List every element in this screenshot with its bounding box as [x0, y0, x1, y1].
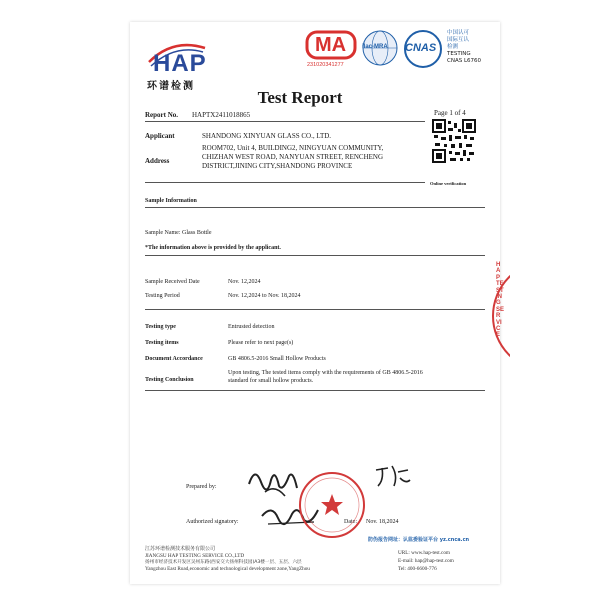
ilac-text: ilac-MRA	[362, 44, 388, 50]
conclusion-line-1: Upon testing, The tested items comply with the requirements of GB 4806.5-2016	[228, 370, 423, 376]
period-value: Nov. 12,2024 to Nov. 18,2024	[228, 293, 301, 299]
footer-company-en: JIANGSU HAP TESTING SERVICE CO.,LTD	[145, 552, 245, 559]
cnas-cn-2: 国际互认	[447, 37, 470, 43]
applicant-label: Applicant	[145, 132, 175, 140]
cnas-mark	[402, 28, 444, 70]
hap-logo	[143, 36, 213, 92]
type-label: Testing type	[145, 324, 176, 330]
items-value: Please refer to next page(s)	[228, 340, 294, 346]
address-rule	[145, 182, 425, 183]
footer-address-en: Yangzhou East Road,economic and technological development zone,YangZhou	[145, 566, 310, 573]
cnas-cn-3: 检测	[447, 44, 459, 50]
edge-stamp	[490, 258, 510, 374]
edge-stamp-text: HAP TESTING SERVICE	[496, 262, 505, 339]
conclusion-rule	[145, 390, 485, 391]
items-label: Testing items	[145, 340, 179, 346]
page-title: Test Report	[257, 88, 343, 107]
cnas-en-2: CNAS L6760	[447, 58, 482, 64]
footer-contacts	[398, 549, 454, 573]
email-label: E-mail:	[398, 558, 414, 564]
checker-signature-icon	[372, 460, 412, 490]
received-value: Nov. 12,2024	[228, 279, 261, 285]
stamp-icon	[297, 470, 367, 540]
tel-value: 400-6600-776	[407, 566, 437, 572]
url-link[interactable]: www.hap-test.com	[411, 550, 450, 556]
cnas-cn-1: 中国认可	[447, 30, 470, 36]
ilac-mra-mark	[360, 28, 400, 70]
prepared-signature-icon	[245, 462, 305, 502]
official-stamp	[297, 470, 367, 540]
applicant-value: SHANDONG XINYUAN GLASS CO., LTD.	[202, 132, 332, 140]
address-line-3: DISTRICT,JINING CITY,SHANDONG PROVINCE	[202, 162, 353, 170]
ma-number: 231020341277	[307, 62, 344, 68]
report-no-label: Report No.	[145, 111, 179, 119]
ma-text: MA	[315, 34, 347, 56]
ma-mark	[305, 30, 357, 70]
cnas-en-1: TESTING	[447, 51, 471, 57]
qr-code-icon	[432, 119, 476, 163]
page-info: Page 1 of 4	[434, 109, 466, 117]
doc-value: GB 4806.5-2016 Small Hollow Products	[228, 356, 326, 362]
qr-code[interactable]	[432, 119, 476, 163]
dates-rule	[145, 309, 485, 310]
sample-info-rule	[145, 207, 485, 208]
cnas-text: CNAS	[405, 42, 437, 54]
doc-label: Document Accordance	[145, 356, 203, 362]
sample-info-heading: Sample Information	[145, 198, 197, 204]
conclusion-label: Testing Conclusion	[145, 377, 194, 383]
address-label: Address	[145, 157, 170, 165]
verify-note: 防伪报告网址：认监委验证平台 yz.cnca.cn	[368, 537, 470, 543]
received-label: Sample Received Date	[145, 279, 200, 285]
address-line-1: ROOM702, Unit 4, BUILDING2, NINGYUAN COMMUNITY,	[202, 144, 384, 152]
footer-address-cn: 扬州市经济技术开发区吴州东路(西安交大扬州科技园)A3楼一层、五层、六层	[145, 559, 302, 565]
date-label: Date:	[344, 519, 357, 525]
provided-note: *The information above is provided by the applicant.	[145, 245, 281, 251]
provided-rule	[145, 255, 485, 256]
address-block	[202, 144, 383, 171]
period-label: Testing Period	[145, 293, 180, 299]
sample-name: Sample Name: Glass Bottle	[145, 230, 212, 236]
authorized-label: Authorized signatory:	[186, 519, 239, 525]
type-value: Entrusted detection	[228, 324, 275, 330]
url-label: URL:	[398, 550, 410, 556]
tel-label: Tel:	[398, 566, 406, 572]
conclusion-line-2: standard for small hollow products.	[228, 378, 314, 384]
conclusion-block	[228, 369, 490, 385]
cnas-caption	[447, 30, 497, 65]
prepared-label: Prepared by:	[186, 484, 217, 490]
report-no-value: HAPTX2411018865	[192, 111, 251, 119]
email-link[interactable]: hap@hap-test.com	[414, 558, 454, 564]
report-no-rule	[145, 121, 425, 122]
footer-company-cn: 江苏环谱检测技术服务有限公司	[145, 546, 216, 552]
online-verification: Online verification	[430, 181, 467, 186]
date-value: Nov. 18,2024	[366, 519, 399, 525]
address-line-2: CHIZHAN WEST ROAD, NANYUAN STREET, RENCHENG	[202, 153, 384, 161]
hap-logo-cn: 环谱检测	[147, 81, 195, 92]
hap-logo-text: HAP	[153, 50, 207, 77]
